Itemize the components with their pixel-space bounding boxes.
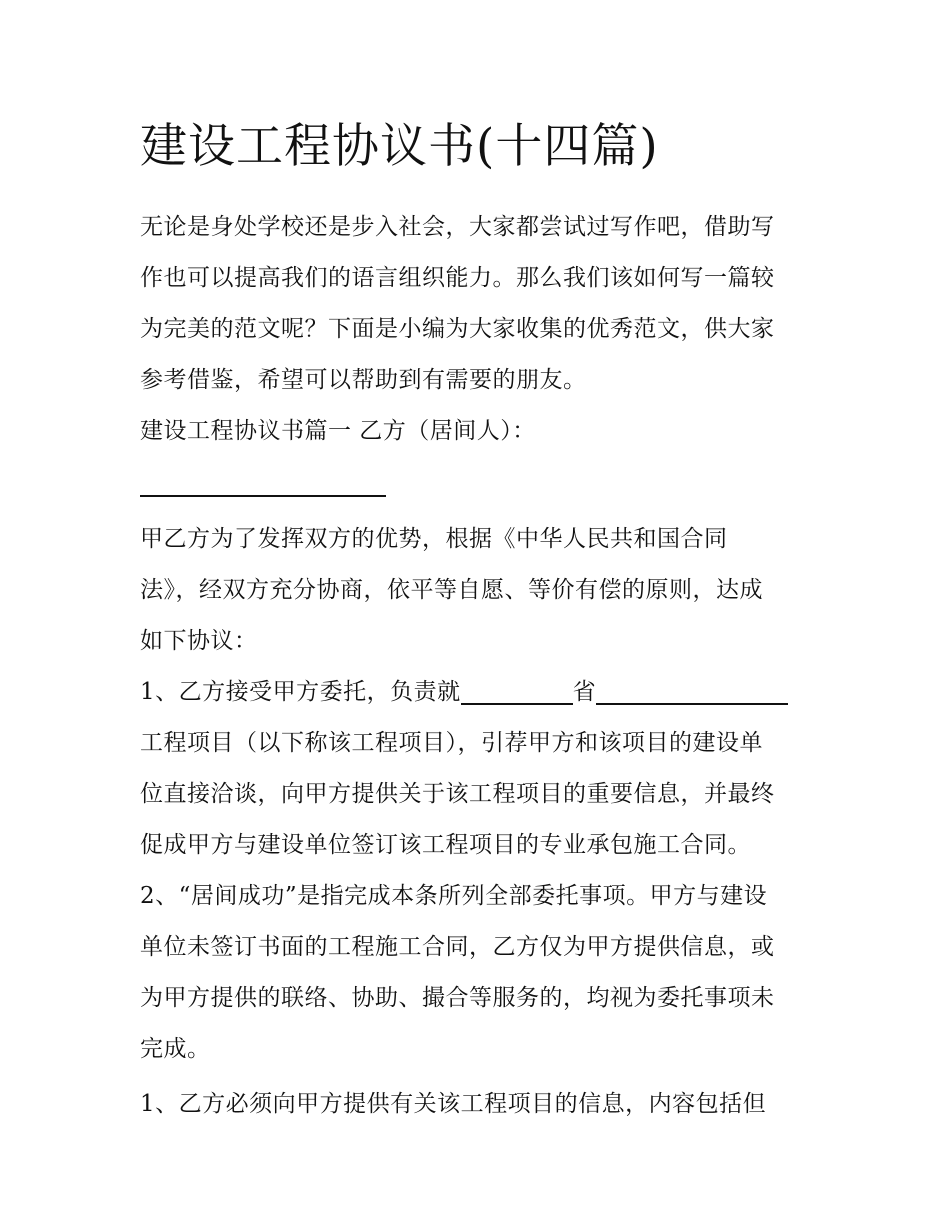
province-blank	[461, 703, 573, 705]
clause-3-line: 1、乙方必须向甲方提供有关该工程项目的信息，内容包括但	[140, 1091, 767, 1117]
intro-line: 作也可以提高我们的语言组织能力。那么我们该如何写一篇较	[140, 265, 775, 291]
clause-1-line: 工程项目（以下称该工程项目），引荐甲方和该项目的建设单	[140, 730, 763, 756]
clause-1-mid: 省	[572, 679, 597, 705]
clause-1-first-line	[140, 667, 812, 718]
signature-blank-line	[140, 457, 812, 508]
preamble-line: 法》，经双方充分协商，依平等自愿、等价有偿的原则，达成	[140, 577, 763, 603]
clause-2-line: 2、“居间成功”是指完成本条所列全部委托事项。甲方与建设	[140, 883, 768, 909]
clause-2-line: 为甲方提供的联络、协助、撮合等服务的，均视为委托事项未	[140, 985, 775, 1011]
intro-line: 参考借鉴，希望可以帮助到有需要的朋友。	[140, 367, 587, 393]
blank-underline	[140, 495, 386, 497]
project-blank	[596, 703, 788, 705]
preamble-line: 如下协议：	[140, 628, 258, 654]
clause-1-prefix: 1、乙方接受甲方委托，负责就	[140, 679, 461, 705]
document-title: 建设工程协议书(十四篇)	[140, 119, 659, 174]
clause-1-line: 促成甲方与建设单位签订该工程项目的专业承包施工合同。	[140, 832, 751, 858]
document-page	[140, 112, 812, 1130]
intro-line: 无论是身处学校还是步入社会，大家都尝试过写作吧，借助写	[140, 214, 775, 240]
clause-1	[140, 667, 812, 871]
intro-line: 为完美的范文呢？下面是小编为大家收集的优秀范文，供大家	[140, 316, 775, 342]
section-heading: 建设工程协议书篇一 乙方（居间人）：	[140, 418, 536, 444]
clause-2-line: 单位未签订书面的工程施工合同，乙方仅为甲方提供信息，或	[140, 934, 775, 960]
clause-2-line: 完成。	[140, 1036, 211, 1062]
clause-1-line: 位直接洽谈，向甲方提供关于该工程项目的重要信息，并最终	[140, 781, 775, 807]
intro-paragraph	[140, 202, 812, 406]
preamble-line: 甲乙方为了发挥双方的优势，根据《中华人民共和国合同	[140, 526, 728, 552]
clause-2	[140, 871, 812, 1075]
preamble-paragraph	[140, 514, 812, 667]
